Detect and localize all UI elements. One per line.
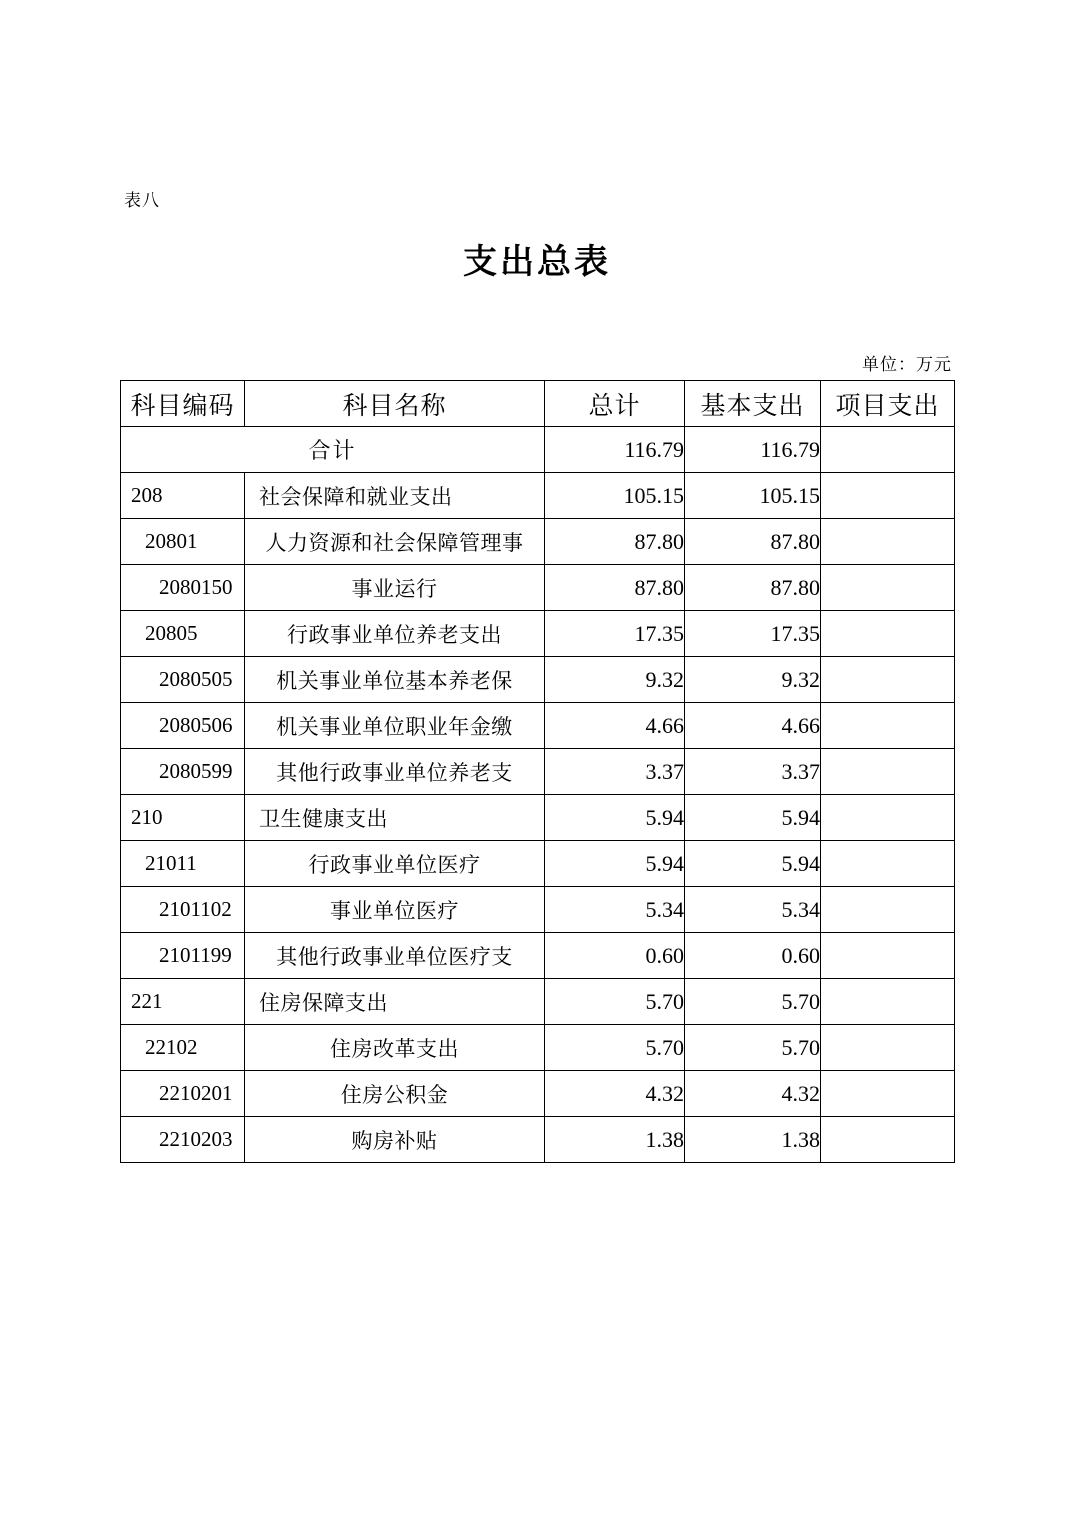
cell-name: 住房保障支出 [245,979,545,1025]
cell-basic: 9.32 [685,657,821,703]
table-row [121,979,955,1025]
cell-total: 17.35 [545,611,685,657]
cell-name: 机关事业单位职业年金缴 [245,703,545,749]
cell-project [821,887,955,933]
cell-basic: 17.35 [685,611,821,657]
column-header-total: 总计 [545,381,685,427]
cell-total: 5.70 [545,1025,685,1071]
table-row-summary [121,427,955,473]
summary-label: 合计 [121,427,545,473]
cell-code: 221 [121,979,245,1025]
cell-project [821,565,955,611]
cell-basic: 5.70 [685,979,821,1025]
cell-project [821,1071,955,1117]
cell-code: 2101199 [121,933,245,979]
cell-project [821,933,955,979]
cell-project [821,519,955,565]
cell-basic: 105.15 [685,473,821,519]
cell-project [821,703,955,749]
table-row [121,703,955,749]
cell-project [821,473,955,519]
table-row [121,519,955,565]
cell-total: 9.32 [545,657,685,703]
sheet-label: 表八 [124,191,160,210]
cell-basic: 0.60 [685,933,821,979]
cell-total: 1.38 [545,1117,685,1163]
cell-project [821,1117,955,1163]
cell-total: 3.37 [545,749,685,795]
cell-code: 2210201 [121,1071,245,1117]
table-row [121,795,955,841]
cell-code: 2080506 [121,703,245,749]
summary-total: 116.79 [545,427,685,473]
cell-code: 21011 [121,841,245,887]
cell-project [821,611,955,657]
cell-total: 105.15 [545,473,685,519]
cell-basic: 5.34 [685,887,821,933]
column-header-project: 项目支出 [821,381,955,427]
summary-basic: 116.79 [685,427,821,473]
cell-name: 人力资源和社会保障管理事 [245,519,545,565]
cell-basic: 4.66 [685,703,821,749]
cell-project [821,657,955,703]
expense-summary-table [120,380,955,1163]
cell-basic: 87.80 [685,565,821,611]
cell-name: 卫生健康支出 [245,795,545,841]
cell-project [821,979,955,1025]
table-row [121,841,955,887]
cell-total: 0.60 [545,933,685,979]
cell-code: 22102 [121,1025,245,1071]
cell-total: 5.34 [545,887,685,933]
cell-name: 住房公积金 [245,1071,545,1117]
cell-code: 2080599 [121,749,245,795]
cell-total: 5.70 [545,979,685,1025]
summary-project [821,427,955,473]
column-header-code: 科目编码 [121,381,245,427]
cell-basic: 87.80 [685,519,821,565]
cell-project [821,1025,955,1071]
cell-code: 20805 [121,611,245,657]
cell-code: 208 [121,473,245,519]
cell-code: 20801 [121,519,245,565]
cell-name: 住房改革支出 [245,1025,545,1071]
cell-code: 2080505 [121,657,245,703]
cell-name: 机关事业单位基本养老保 [245,657,545,703]
cell-name: 其他行政事业单位医疗支 [245,933,545,979]
cell-total: 4.66 [545,703,685,749]
cell-total: 87.80 [545,565,685,611]
cell-total: 5.94 [545,795,685,841]
table-row [121,657,955,703]
cell-total: 87.80 [545,519,685,565]
table-row [121,887,955,933]
cell-basic: 4.32 [685,1071,821,1117]
unit-note: 单位：万元 [862,355,952,374]
cell-name: 购房补贴 [245,1117,545,1163]
cell-name: 社会保障和就业支出 [245,473,545,519]
table-row [121,1025,955,1071]
cell-basic: 3.37 [685,749,821,795]
page-title: 支出总表 [463,244,611,281]
table-row [121,1117,955,1163]
table-row [121,933,955,979]
table-row [121,1071,955,1117]
cell-basic: 5.94 [685,795,821,841]
cell-name: 事业运行 [245,565,545,611]
column-header-name: 科目名称 [245,381,545,427]
table-body [121,427,955,1163]
cell-project [821,841,955,887]
table-row [121,565,955,611]
table-row [121,473,955,519]
cell-basic: 5.94 [685,841,821,887]
cell-total: 4.32 [545,1071,685,1117]
cell-code: 2080150 [121,565,245,611]
cell-name: 行政事业单位养老支出 [245,611,545,657]
cell-total: 5.94 [545,841,685,887]
cell-name: 行政事业单位医疗 [245,841,545,887]
cell-name: 其他行政事业单位养老支 [245,749,545,795]
cell-project [821,795,955,841]
cell-basic: 5.70 [685,1025,821,1071]
column-header-basic: 基本支出 [685,381,821,427]
cell-name: 事业单位医疗 [245,887,545,933]
cell-code: 2101102 [121,887,245,933]
cell-code: 2210203 [121,1117,245,1163]
table-row [121,749,955,795]
cell-basic: 1.38 [685,1117,821,1163]
table-row [121,611,955,657]
table-header-row [121,381,955,427]
cell-code: 210 [121,795,245,841]
cell-project [821,749,955,795]
